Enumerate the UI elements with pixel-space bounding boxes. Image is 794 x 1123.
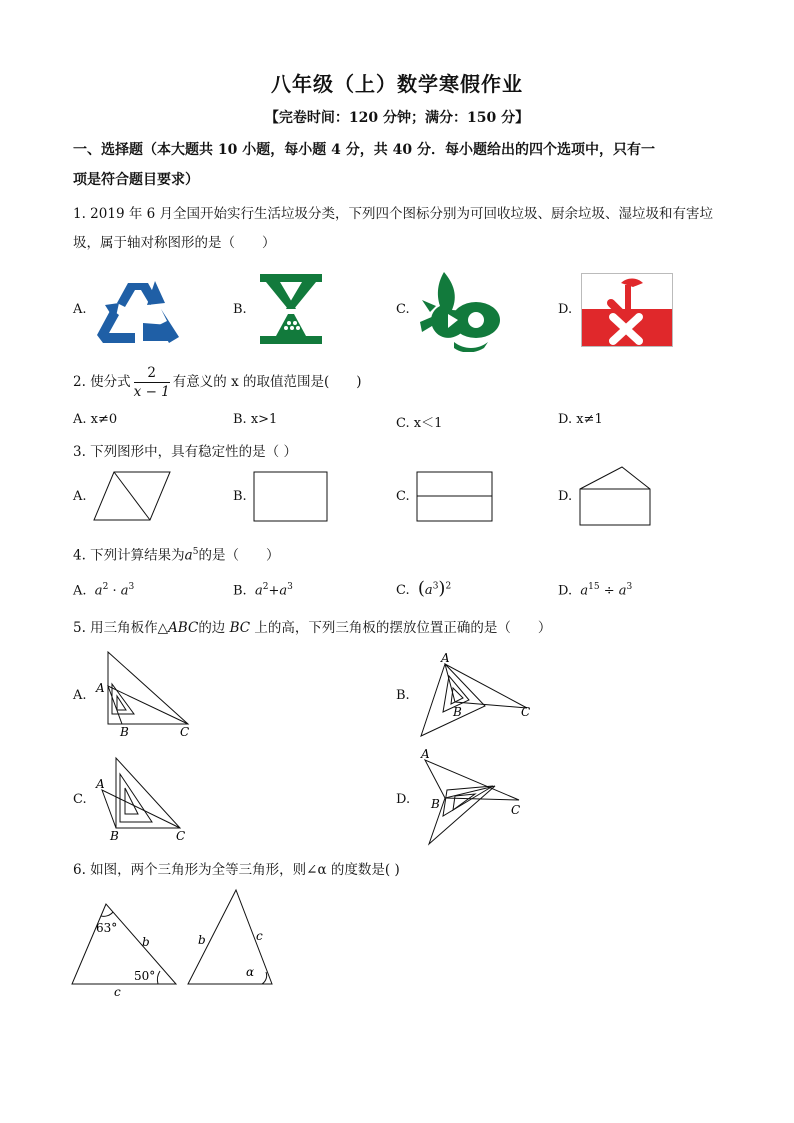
rectangle-with-midline-figure: [416, 471, 494, 523]
q1-line1: 1. 2019 年 6 月全国开始实行生活垃圾分类，下列四个图标分别为可回收垃圾、厨余垃圾、湿垃圾和有害垃: [73, 206, 713, 222]
q3-option-c-label: C.: [396, 489, 410, 504]
q4-c-e2: 2: [445, 581, 452, 592]
q5-b-label-a: A: [441, 651, 450, 665]
q6-stem: 6. 如图，两个三角形为全等三角形，则∠α 的度数是( ): [73, 862, 400, 878]
q3-option-b-label: B.: [233, 489, 247, 504]
q1-option-b-label: B.: [233, 302, 247, 317]
q2-fraction-numerator: 2: [134, 364, 170, 383]
q6-angle-50: 50°: [134, 969, 156, 983]
q5-b-label-b: B: [453, 705, 462, 719]
q2-option-c: C. x＜1: [396, 416, 443, 431]
q4-option-b-label: B.: [233, 583, 247, 599]
q5-option-a-label: A.: [73, 688, 87, 703]
q5-a-label-a: A: [96, 681, 105, 695]
q5-c-label-c: C: [176, 829, 186, 843]
q5-prefix: 5. 用三角板作△: [73, 620, 169, 636]
q2-stem: [73, 364, 723, 401]
q4-d-op: ÷: [603, 583, 615, 599]
q6-t1-side-b: b: [142, 935, 150, 949]
q3-option-a-label: A.: [73, 489, 87, 504]
parallelogram-with-diagonal-figure: [92, 470, 172, 524]
kitchen-waste-icon: [258, 272, 324, 346]
q2-option-b: B. x>1: [233, 412, 278, 427]
q5-c-label-a: A: [96, 777, 105, 791]
wet-waste-icon: [418, 270, 506, 352]
section-heading-line2: 项是符合题目要求）: [73, 172, 199, 188]
q4-option-a-label: A.: [73, 583, 87, 599]
page-title: 八年级（上）数学寒假作业: [271, 72, 523, 96]
q4-d-e1: 15: [588, 582, 600, 592]
q5-d-label-b: B: [431, 797, 440, 811]
q4-c-e1: 3: [432, 581, 439, 592]
q5-suffix: 上的高，下列三角板的摆放位置正确的是（ ）: [254, 620, 552, 636]
q1-option-c-label: C.: [396, 302, 410, 317]
q1-line2: 圾，属于轴对称图形的是（ ）: [73, 235, 276, 251]
q3-stem: 3. 下列图形中，具有稳定性的是（ ）: [73, 444, 297, 460]
section-heading-line1: 一、选择题（本大题共 10 小题，每小题 4 分，共 40 分．每小题给出的四个选项中，只有一: [73, 142, 655, 158]
q5-a-label-c: C: [180, 725, 190, 739]
q4-b-b1: a: [254, 583, 263, 599]
q4-base: a: [184, 547, 193, 564]
q5-figure-c: [92, 752, 200, 846]
q2-fraction: [134, 364, 170, 401]
q2-prefix: 2. 使分式: [73, 374, 131, 390]
q5-d-label-a: A: [421, 747, 430, 761]
q4-exp: 5: [192, 547, 199, 557]
q2-option-a: A. x≠0: [73, 412, 118, 427]
q4-option-d-label: D.: [558, 583, 573, 599]
q4-b-e1: 2: [262, 582, 269, 592]
q5-d-label-c: C: [511, 803, 521, 817]
q5-stem: [73, 614, 723, 642]
q4-d-e2: 3: [626, 582, 633, 592]
q4-option-c-label: C.: [396, 583, 410, 598]
q6-t2-side-b: b: [198, 933, 206, 947]
q2-fraction-denominator: x − 1: [133, 384, 170, 400]
q3-option-d-label: D.: [558, 489, 573, 504]
exam-info: 【完卷时间：120 分钟；满分：150 分】: [264, 110, 530, 126]
q2-option-d: D. x≠1: [558, 412, 603, 427]
q4-stem: [73, 538, 723, 570]
pentagon-house-figure: [578, 465, 654, 529]
q4-d-b2: a: [618, 583, 627, 599]
q5-triangle: ABC: [168, 620, 199, 636]
q5-b-label-c: C: [521, 705, 531, 719]
q5-a-label-b: B: [120, 725, 129, 739]
q6-t2-side-c: c: [256, 929, 263, 943]
q4-a-b1: a: [94, 583, 103, 599]
q6-t1-side-c: c: [114, 985, 121, 999]
q4-option-d: [558, 582, 632, 598]
q5-option-c-label: C.: [73, 792, 87, 807]
q4-b-e2: 3: [287, 582, 293, 592]
q5-figure-b: [415, 648, 535, 742]
q5-mid: 的边: [198, 620, 226, 636]
q4-option-b: [233, 582, 293, 598]
q6-triangle-2: [184, 884, 280, 990]
q2-suffix: 有意义的 x 的取值范围是( ): [172, 374, 362, 390]
q1-option-a-label: A.: [73, 302, 87, 317]
q4-a-b2: a: [120, 583, 129, 599]
q4-a-e2: 3: [128, 582, 135, 592]
q4-a-op: ·: [112, 583, 117, 599]
q4-b-b2: a: [279, 583, 288, 599]
q5-option-d-label: D.: [396, 792, 411, 807]
q4-a-e1: 2: [102, 582, 109, 592]
q5-figure-a: [92, 648, 200, 742]
q1-option-d-label: D.: [558, 302, 573, 317]
q6-alpha-label: α: [246, 965, 255, 979]
q5-option-b-label: B.: [396, 688, 410, 703]
q6-triangle-1: [68, 896, 188, 1000]
q5-figure-d: [415, 746, 535, 850]
q6-angle-63: 63°: [96, 921, 118, 935]
hazardous-waste-icon: [581, 273, 673, 347]
recycle-icon: [95, 275, 181, 345]
q4-suffix: 的是（ ）: [198, 547, 280, 564]
q4-prefix: 4. 下列计算结果为: [73, 547, 185, 564]
q4-option-a: [73, 582, 134, 598]
rectangle-figure: [253, 471, 329, 523]
q5-c-label-b: B: [110, 829, 119, 843]
q5-side: BC: [229, 620, 251, 636]
q4-option-c: C. $(a^3)^2$: [396, 578, 452, 599]
q4-b-op: +: [268, 583, 280, 599]
q4-d-b1: a: [580, 583, 589, 599]
q4-c-b1: a: [424, 583, 433, 598]
